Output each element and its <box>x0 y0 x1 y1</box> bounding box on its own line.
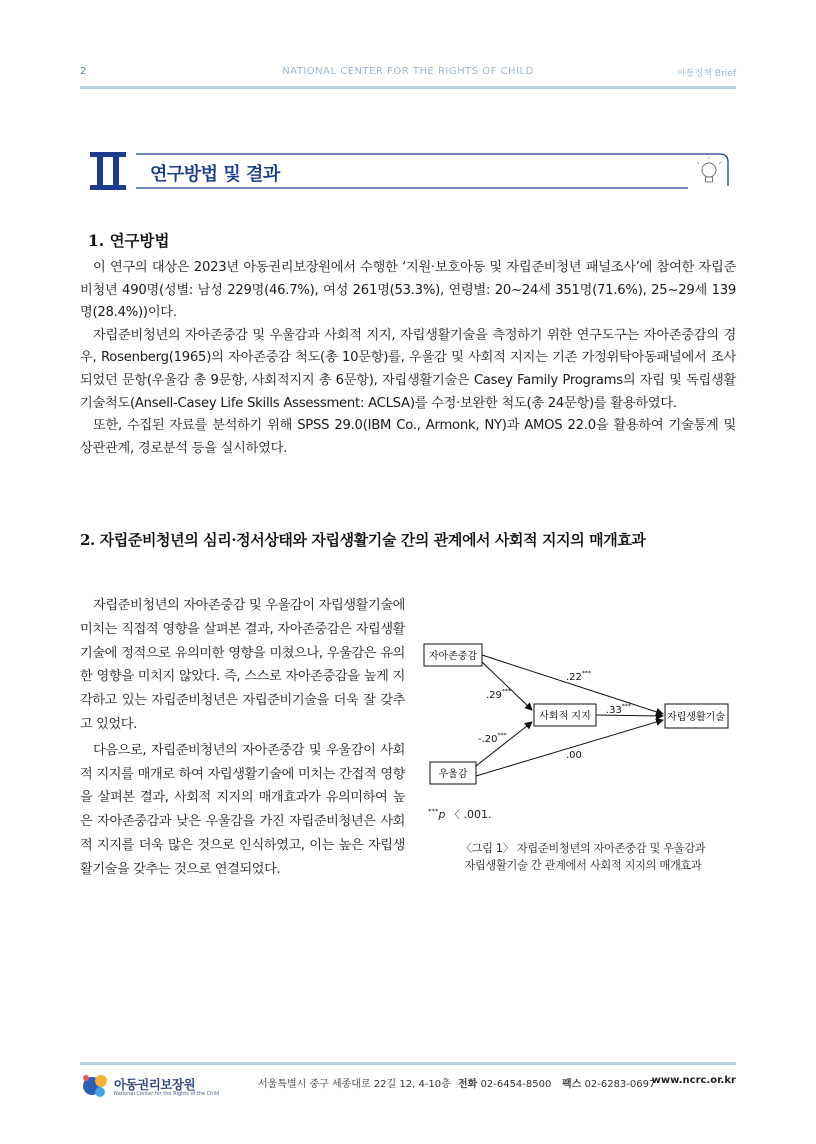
org-website-link[interactable]: www.ncrc.or.kr <box>651 1075 736 1086</box>
node-depression <box>430 762 476 784</box>
svg-text:사회적 지지: 사회적 지지 <box>539 711 591 722</box>
methods-paragraph: 자립준비청년의 자아존중감 및 우울감과 사회적 지지, 자립생활기술을 측정하기 위한 연구도구는 자아존중감의 경우, Rosenberg(1965)의 자아존중감 척도(총 10문항)를, 우울감 및 사회적 지지는 기존 가정위탁아동패널에서 조사되었던 문항(우울감 총 9문항, 사회적지지 총 6문항), 자립생활기술은 Casey Family Programs의 자립 및 독립생활기술척도(Ansell-Casey Life Skills Assessment: ACLSA)를 수정·보완한 척도(총 24문항)를 활용하였다. <box>80 327 736 411</box>
svg-text:우울감: 우울감 <box>438 769 468 780</box>
svg-text:자아존중감: 자아존중감 <box>428 651 478 662</box>
coef-ss-ls: .33*** <box>606 703 631 716</box>
results-body <box>80 594 405 884</box>
coef-dep-ss: -.20*** <box>478 732 507 745</box>
coef-se-ls: .22*** <box>566 670 591 683</box>
header-brief-label: 아동정책 Brief <box>677 69 736 79</box>
subsection-heading-methods: 1. 연구방법 <box>88 231 170 250</box>
section-heading <box>88 148 736 194</box>
lightbulb-icon <box>697 157 721 182</box>
results-paragraph: 다음으로, 자립준비청년의 자아존중감 및 우울감이 사회적 지지를 매개로 하여 자립생활기술에 미치는 간접적 영향을 살펴본 결과, 사회적 지지의 매개효과가 유의미하여 높은 자아존중감과 낮은 우울감을 가진 자립준비청년은 사회적 지지를 더욱 많은 것으로 인식하였고, 이는 높은 자립생활기술을 갖추는 것으로 연결되었다. <box>80 742 405 877</box>
caption-line: 자립생활기술 간 관계에서 사회적 지지의 매개효과 <box>464 859 702 872</box>
org-phone: 전화 02-6454-8500 <box>458 1079 552 1090</box>
section-title: 연구방법 및 결과 <box>150 164 280 185</box>
path-diagram <box>420 640 736 800</box>
subsection-heading-mediation: 2. 자립준비청년의 심리·정서상태와 자립생활기술 간의 관계에서 사회적 지지의 매개효과 <box>80 531 646 549</box>
org-logo-mark-icon <box>80 1070 112 1102</box>
node-social-support <box>534 704 596 726</box>
results-paragraph: 자립준비청년의 자아존중감 및 우울감이 자립생활기술에 미치는 직접적 영향을 살펴본 결과, 자아존중감은 자립생활기술에 정적으로 유의미한 영향을 미쳤으나, 우울감은 유의한 영향을 미치지 않았다. 즉, 스스로 자아존중감을 높게 지각하고 있는 자립준비청년은 자립준비기술을 더욱 잘 갖추고 있었다. <box>80 598 405 732</box>
methods-paragraph: 이 연구의 대상은 2023년 아동권리보장원에서 수행한 ‘지원·보호아동 및 자립준비청년 패널조사’에 참여한 자립준비청년 490명(성별: 남성 229명(46.7%), 여성 261명(53.3%), 연령별: 20~24세 351명(71.6%), 25~29세 139명(28.4%))이다. <box>80 260 736 321</box>
caption-line: 〈그림 1〉 자립준비청년의 자아존중감 및 우울감과 <box>460 842 706 855</box>
header-rule <box>80 86 736 89</box>
org-fax: 팩스 02-6283-0697 <box>562 1079 656 1090</box>
org-name: 아동권리보장원 <box>114 1077 196 1092</box>
org-address: 서울특별시 중구 세종대로 22길 12, 4-10층 <box>258 1079 451 1090</box>
org-logo <box>80 1070 220 1104</box>
coef-se-ss: .29*** <box>486 688 511 701</box>
page-footer <box>80 1070 736 1106</box>
footer-rule <box>80 1062 736 1065</box>
org-english-name: National Center for the Rights of the Child <box>114 1091 220 1097</box>
methods-paragraph: 또한, 수집된 자료를 분석하기 위해 SPSS 29.0(IBM Co., Armonk, NY)과 AMOS 22.0을 활용하여 기술통계 및 상관관계, 경로분석 등을 실시하였다. <box>80 418 736 456</box>
roman-numeral-two <box>88 148 128 192</box>
figure-caption <box>430 840 736 874</box>
edge-depression-to-life-skills <box>476 720 663 776</box>
methods-body <box>80 257 736 460</box>
significance-note: ***p 〈 .001. <box>428 807 492 821</box>
page-number: 2 <box>80 66 87 77</box>
page-header <box>80 66 736 82</box>
node-life-skills <box>665 704 728 728</box>
header-title: NATIONAL CENTER FOR THE RIGHTS OF CHILD <box>282 66 534 77</box>
node-self-esteem <box>424 644 482 666</box>
svg-text:자립생활기술: 자립생활기술 <box>667 712 725 723</box>
coef-dep-ls: .00 <box>566 750 582 761</box>
